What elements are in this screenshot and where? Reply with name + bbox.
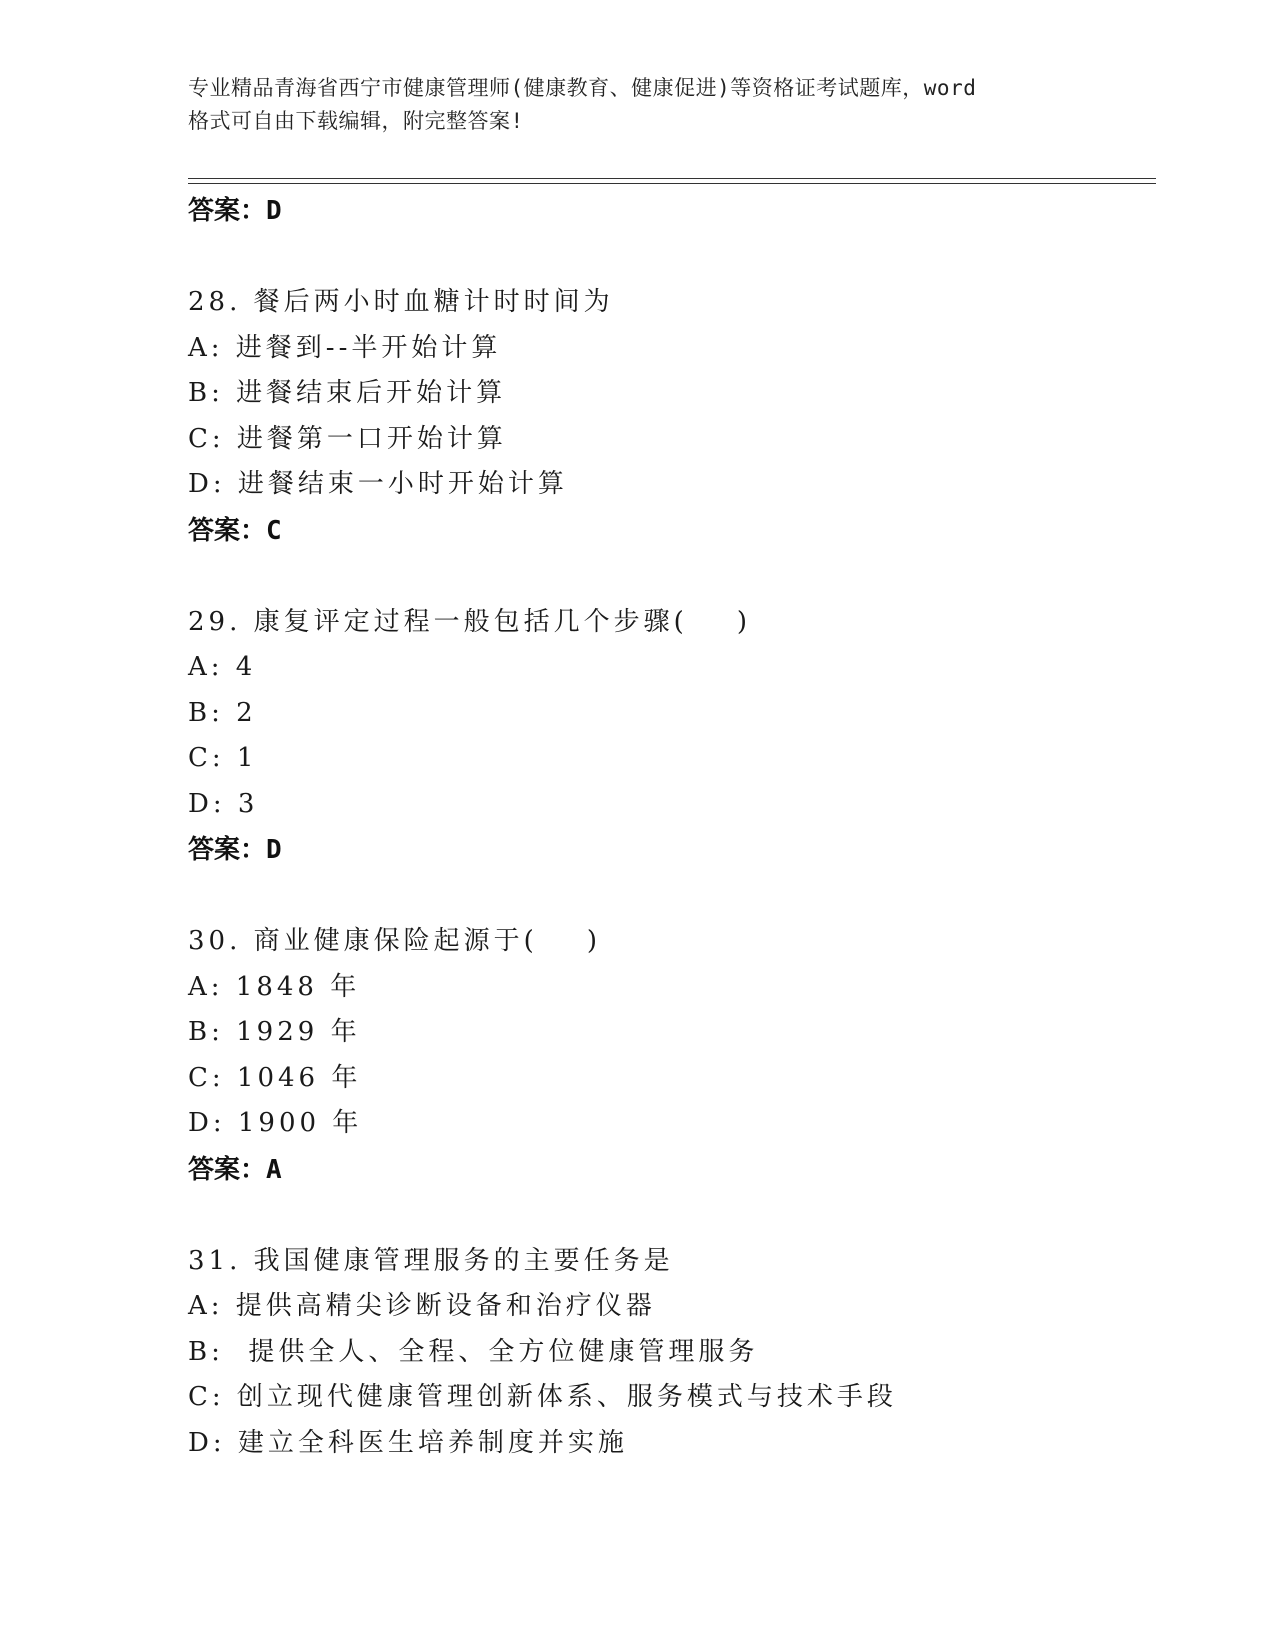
option-a: A: 提供高精尖诊断设备和治疗仪器 <box>188 1291 656 1321</box>
option-d: D: 3 <box>188 788 259 819</box>
answer-line: 答案：D <box>188 835 282 865</box>
question-31 <box>188 1239 1156 1467</box>
answer-line: 答案：A <box>188 1154 282 1185</box>
option-a: A: 4 <box>188 652 257 682</box>
question-title: 31. 我国健康管理服务的主要任务是 <box>188 1245 674 1276</box>
header-divider-top <box>188 178 1156 179</box>
option-b: B: 2 <box>188 697 257 728</box>
answer-line: 答案：D <box>188 196 282 226</box>
question-28 <box>188 280 1156 554</box>
header-divider-bottom <box>188 183 1156 184</box>
answer-line: 答案：C <box>188 515 282 546</box>
question-title: 29. 康复评定过程一般包括几个步骤( ) <box>188 606 751 637</box>
option-c: C: 进餐第一口开始计算 <box>188 423 507 454</box>
question-29 <box>188 600 1156 874</box>
option-d: D: 1900 年 <box>188 1108 363 1138</box>
option-d: D: 进餐结束一小时开始计算 <box>188 469 568 499</box>
option-b: B: 提供全人、全程、全方位健康管理服务 <box>188 1336 759 1367</box>
option-b: B: 进餐结束后开始计算 <box>188 378 507 408</box>
option-d: D: 建立全科医生培养制度并实施 <box>188 1427 628 1458</box>
header-line-2: 格式可自由下载编辑，附完整答案! <box>188 109 524 133</box>
option-b: B: 1929 年 <box>188 1017 361 1047</box>
option-a: A: 1848 年 <box>188 971 361 1002</box>
header-line-1: 专业精品青海省西宁市健康管理师(健康教育、健康促进)等资格证考试题库，word <box>188 76 977 100</box>
option-c: C: 创立现代健康管理创新体系、服务模式与技术手段 <box>188 1382 897 1412</box>
question-30 <box>188 919 1156 1193</box>
document-header <box>188 72 1088 138</box>
question-list <box>188 188 1156 1512</box>
option-a: A: 进餐到--半开始计算 <box>188 332 502 363</box>
question-title: 28. 餐后两小时血糖计时时间为 <box>188 287 614 317</box>
option-c: C: 1 <box>188 743 258 773</box>
option-c: C: 1046 年 <box>188 1062 362 1093</box>
question-title: 30. 商业健康保险起源于( ) <box>188 926 601 956</box>
